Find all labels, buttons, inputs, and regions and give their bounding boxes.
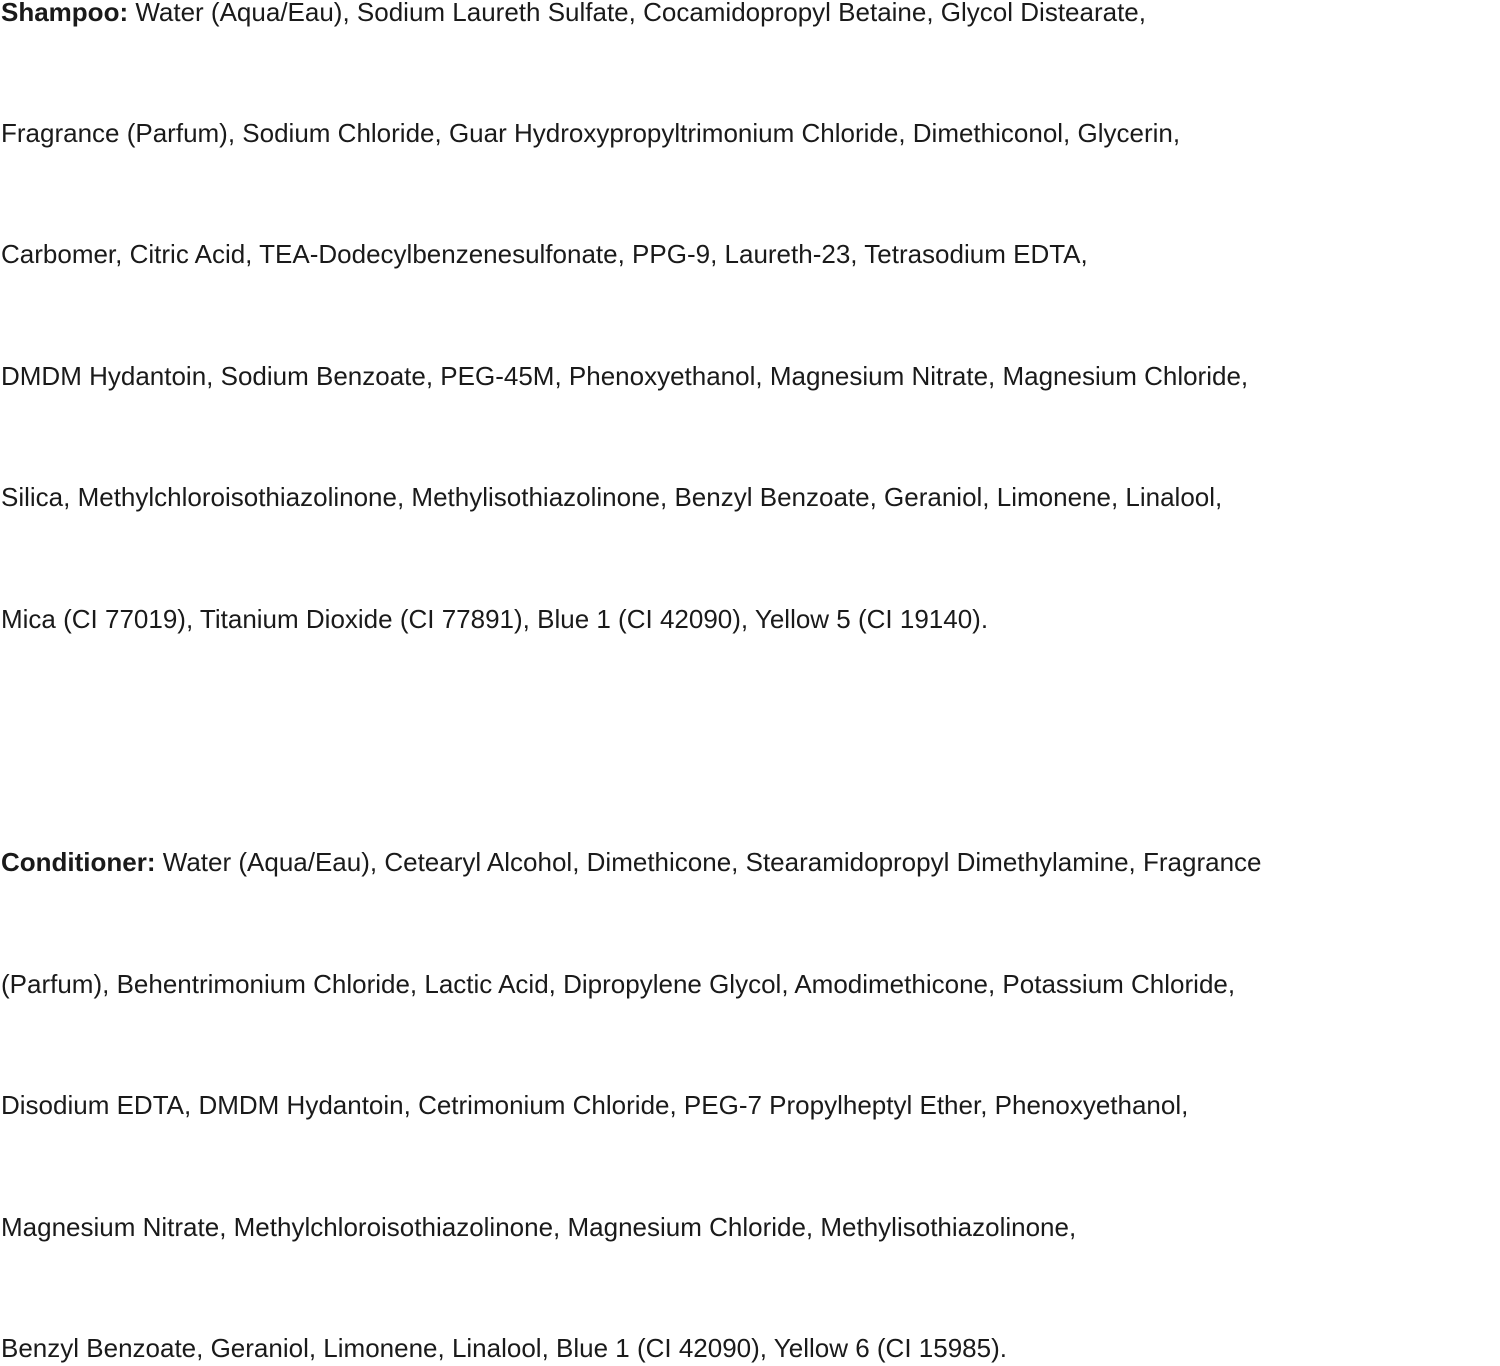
shampoo-line-4: DMDM Hydantoin, Sodium Benzoate, PEG-45M, Phenoxyethanol, Magnesium Nitrate, Magnesium Chloride,	[1, 361, 1249, 391]
conditioner-line-3: Disodium EDTA, DMDM Hydantoin, Cetrimonium Chloride, PEG-7 Propylheptyl Ether, Phenoxyethanol,	[1, 1090, 1189, 1120]
shampoo-line-3: Carbomer, Citric Acid, TEA-Dodecylbenzenesulfonate, PPG-9, Laureth-23, Tetrasodium EDTA,	[1, 239, 1088, 269]
shampoo-line-1	[1, 0, 1146, 27]
shampoo-label: Shampoo:	[1, 0, 129, 27]
shampoo-line-6: Mica (CI 77019), Titanium Dioxide (CI 77891), Blue 1 (CI 42090), Yellow 5 (CI 19140).	[1, 604, 989, 634]
shampoo-line-1-text: Water (Aqua/Eau), Sodium Laureth Sulfate, Cocamidopropyl Betaine, Glycol Distearate,	[128, 0, 1146, 27]
shampoo-line-5: Silica, Methylchloroisothiazolinone, Methylisothiazolinone, Benzyl Benzoate, Geraniol, Limonene, Linalool,	[1, 482, 1223, 512]
conditioner-line-1-text: Water (Aqua/Eau), Cetearyl Alcohol, Dimethicone, Stearamidopropyl Dimethylamine, Fragrance	[155, 847, 1262, 877]
conditioner-line-4: Magnesium Nitrate, Methylchloroisothiazolinone, Magnesium Chloride, Methylisothiazolinone,	[1, 1212, 1077, 1242]
conditioner-line-5: Benzyl Benzoate, Geraniol, Limonene, Linalool, Blue 1 (CI 42090), Yellow 6 (CI 15985).	[1, 1333, 1007, 1363]
conditioner-line-1	[1, 847, 1262, 877]
shampoo-line-2: Fragrance (Parfum), Sodium Chloride, Guar Hydroxypropyltrimonium Chloride, Dimethiconol, Glycerin,	[1, 118, 1181, 148]
conditioner-line-2: (Parfum), Behentrimonium Chloride, Lactic Acid, Dipropylene Glycol, Amodimethicone, Potassium Chloride,	[1, 969, 1236, 999]
conditioner-label: Conditioner:	[1, 847, 156, 877]
